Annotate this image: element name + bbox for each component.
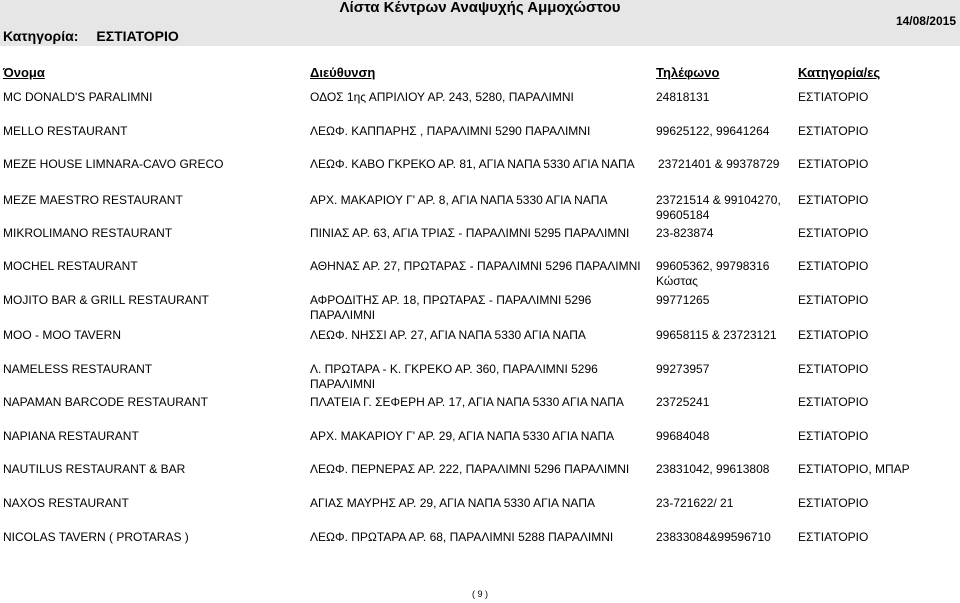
row-category: ΕΣΤΙΑΤΟΡΙΟ, ΜΠΑΡ: [798, 462, 910, 476]
row-category: ΕΣΤΙΑΤΟΡΙΟ: [798, 226, 869, 240]
row-name: MEZE MAESTRO RESTAURANT: [3, 193, 183, 207]
column-header-phone: Τηλέφωνο: [656, 65, 720, 80]
category-value: ΕΣΤΙΑΤΟΡΙΟ: [96, 28, 179, 44]
row-phone: 24818131: [656, 90, 710, 104]
row-address: ΑΓΙΑΣ ΜΑΥΡΗΣ ΑΡ. 29, ΑΓΙΑ ΝΑΠΑ 5330 ΑΓΙΑ ΝΑΠΑ: [310, 496, 596, 510]
table-row: [0, 90, 960, 124]
row-phone: 23721514 & 99104270, 99605184: [656, 193, 781, 222]
row-name: NAPIANA RESTAURANT: [3, 429, 139, 443]
table-row: [0, 293, 960, 327]
row-address: ΛΕΩΦ. ΚΑΠΠΑΡΗΣ , ΠΑΡΑΛΙΜΝΙ 5290 ΠΑΡΑΛΙΜΝΙ: [310, 124, 591, 138]
report-date: 14/08/2015: [895, 14, 956, 28]
row-address: ΑΦΡΟΔΙΤΗΣ ΑΡ. 18, ΠΡΩΤΑΡΑΣ - ΠΑΡΑΛΙΜΝΙ 5296 ΠΑΡΑΛΙΜΝΙ: [310, 293, 592, 322]
row-phone: 23-721622/ 21: [656, 496, 734, 510]
row-category: ΕΣΤΙΑΤΟΡΙΟ: [798, 362, 869, 376]
row-name: MOJITO BAR & GRILL RESTAURANT: [3, 293, 209, 307]
row-category: ΕΣΤΙΑΤΟΡΙΟ: [798, 496, 869, 510]
row-address: ΛΕΩΦ. ΠΕΡΝΕΡΑΣ ΑΡ. 222, ΠΑΡΑΛΙΜΝΙ 5296 ΠΑΡΑΛΙΜΝΙ: [310, 462, 630, 476]
row-phone: 23831042, 99613808: [656, 462, 770, 476]
row-address: ΠΙΝΙΑΣ ΑΡ. 63, ΑΓΙΑ ΤΡΙΑΣ - ΠΑΡΑΛΙΜΝΙ 5295 ΠΑΡΑΛΙΜΝΙ: [310, 226, 630, 240]
row-name: NAXOS RESTAURANT: [3, 496, 129, 510]
row-category: ΕΣΤΙΑΤΟΡΙΟ: [798, 293, 869, 307]
row-name: NAUTILUS RESTAURANT & BAR: [3, 462, 186, 476]
row-category: ΕΣΤΙΑΤΟΡΙΟ: [798, 530, 869, 544]
table-row: [0, 259, 960, 293]
row-name: NICOLAS TAVERN ( PROTARAS ): [3, 530, 189, 544]
row-address: ΑΡΧ. ΜΑΚΑΡΙΟΥ Γ' ΑΡ. 29, ΑΓΙΑ ΝΑΠΑ 5330 ΑΓΙΑ ΝΑΠΑ: [310, 429, 615, 443]
row-name: MELLO RESTAURANT: [3, 124, 128, 138]
row-address: ΛΕΩΦ. ΠΡΩΤΑΡΑ ΑΡ. 68, ΠΑΡΑΛΙΜΝΙ 5288 ΠΑΡΑΛΙΜΝΙ: [310, 530, 614, 544]
row-category: ΕΣΤΙΑΤΟΡΙΟ: [798, 328, 869, 342]
row-name: MOO - MOO TAVERN: [3, 328, 122, 342]
row-phone: 23833084&99596710: [656, 530, 771, 544]
row-name: MIKROLIMANO RESTAURANT: [3, 226, 173, 240]
row-phone: 99273957: [656, 362, 710, 376]
row-phone: 99684048: [656, 429, 710, 443]
row-category: ΕΣΤΙΑΤΟΡΙΟ: [798, 395, 869, 409]
table-row: [0, 530, 960, 564]
row-phone: 23725241: [656, 395, 710, 409]
row-address: ΠΛΑΤΕΙΑ Γ. ΣΕΦΕΡΗ ΑΡ. 17, ΑΓΙΑ ΝΑΠΑ 5330 ΑΓΙΑ ΝΑΠΑ: [310, 395, 624, 409]
table-row: [0, 193, 960, 227]
row-address: ΟΔΟΣ 1ης ΑΠΡΙΛΙΟΥ ΑΡ. 243, 5280, ΠΑΡΑΛΙΜΝΙ: [310, 90, 574, 104]
row-name: NAPAMAN BARCODE RESTAURANT: [3, 395, 208, 409]
row-category: ΕΣΤΙΑΤΟΡΙΟ: [798, 259, 869, 273]
table-row: [0, 157, 960, 191]
page-number: ( 9 ): [471, 589, 488, 599]
row-category: ΕΣΤΙΑΤΟΡΙΟ: [798, 124, 869, 138]
row-name: MC DONALD'S PARALIMNI: [3, 90, 153, 104]
category-filter: [3, 28, 179, 44]
row-phone: 99658115 & 23723121: [656, 328, 777, 342]
row-phone: 99625122, 99641264: [656, 124, 770, 138]
row-phone: 23-823874: [656, 226, 714, 240]
row-address: ΑΘΗΝΑΣ ΑΡ. 27, ΠΡΩΤΑΡΑΣ - ΠΑΡΑΛΙΜΝΙ 5296 ΠΑΡΑΛΙΜΝΙ: [310, 259, 641, 273]
table-row: [0, 462, 960, 496]
row-phone: 23721401 & 99378729: [658, 157, 780, 171]
row-category: ΕΣΤΙΑΤΟΡΙΟ: [798, 90, 869, 104]
row-phone: 99605362, 99798316 Κώστας: [656, 259, 770, 288]
row-address: ΛΕΩΦ. ΝΗΣΣΙ ΑΡ. 27, ΑΓΙΑ ΝΑΠΑ 5330 ΑΓΙΑ ΝΑΠΑ: [310, 328, 586, 342]
table-row: [0, 362, 960, 396]
row-address: ΑΡΧ. ΜΑΚΑΡΙΟΥ Γ' ΑΡ. 8, ΑΓΙΑ ΝΑΠΑ 5330 ΑΓΙΑ ΝΑΠΑ: [310, 193, 608, 207]
row-category: ΕΣΤΙΑΤΟΡΙΟ: [798, 193, 869, 207]
row-name: MEZE HOUSE LIMNARA-CAVO GRECO: [3, 157, 224, 171]
column-header-name: Όνομα: [3, 65, 45, 80]
table-row: [0, 328, 960, 362]
row-address: ΛΕΩΦ. ΚΑΒΟ ΓΚΡΕΚΟ ΑΡ. 81, ΑΓΙΑ ΝΑΠΑ 5330 ΑΓΙΑ ΝΑΠΑ: [310, 157, 635, 171]
table-row: [0, 124, 960, 158]
table-row: [0, 429, 960, 463]
category-label: Κατηγορία:: [3, 28, 79, 44]
column-header-address: Διεύθυνση: [310, 65, 376, 80]
row-category: ΕΣΤΙΑΤΟΡΙΟ: [798, 429, 869, 443]
page-title: Λίστα Κέντρων Αναψυχής Αμμοχώστου: [339, 0, 621, 16]
table-row: [0, 395, 960, 429]
row-name: MOCHEL RESTAURANT: [3, 259, 138, 273]
table-row: [0, 226, 960, 260]
row-phone: 99771265: [656, 293, 710, 307]
column-header-category: Κατηγορία/ες: [798, 65, 881, 80]
row-name: NAMELESS RESTAURANT: [3, 362, 153, 376]
table-row: [0, 496, 960, 530]
row-address: Λ. ΠΡΩΤΑΡΑ - Κ. ΓΚΡΕΚΟ ΑΡ. 360, ΠΑΡΑΛΙΜΝΙ 5296 ΠΑΡΑΛΙΜΝΙ: [310, 362, 598, 391]
row-category: ΕΣΤΙΑΤΟΡΙΟ: [798, 157, 869, 171]
